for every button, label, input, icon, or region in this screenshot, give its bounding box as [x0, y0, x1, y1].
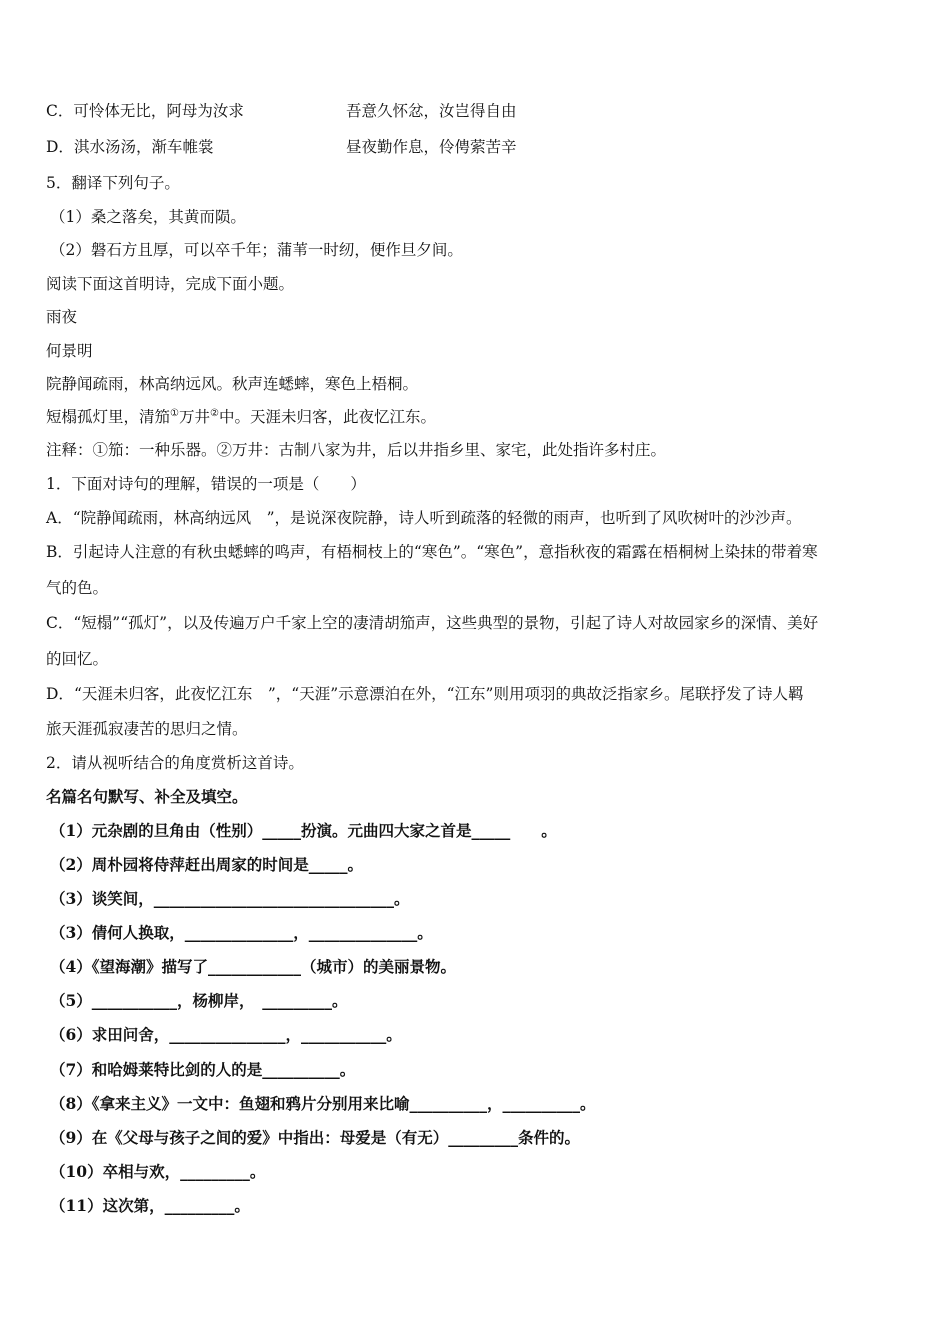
fill-item: （7）和哈姆莱特比剑的人的是__________。	[50, 1060, 356, 1079]
poem-author: 何景明	[46, 342, 93, 360]
fill-item: （4）《望海潮》描写了____________（城市）的美丽景物。	[50, 957, 457, 976]
fill-item: （5）___________，杨柳岸， _________。	[50, 991, 348, 1010]
q2-stem: 2．请从视听结合的角度赏析这首诗。	[46, 754, 304, 772]
poem-intro: 阅读下面这首明诗，完成下面小题。	[46, 275, 295, 293]
poem-line-2-part: 短榻孤灯里，清笳	[46, 408, 171, 426]
option-label: B．	[46, 543, 73, 561]
q1-option-d	[46, 684, 804, 704]
poem-title: 雨夜	[46, 308, 78, 326]
q1-option-a	[46, 508, 802, 528]
fill-item: （2）周朴园将侍萍赶出周家的时间是_____。	[50, 855, 364, 874]
fill-item: （3）谈笑间，_______________________________。	[50, 889, 410, 908]
note-mark-2: ②	[210, 407, 219, 419]
option-text-a: 淇水汤汤，渐车帷裳	[73, 138, 214, 156]
option-text: “天涯未归客，此夜忆江东 ”，“天涯”示意漂泊在外，“江东”则用项羽的典故泛指家乡。尾联抒发了诗人羁	[73, 685, 804, 703]
poem-line-2-part: 中。天涯未归客，此夜忆江东。	[218, 408, 436, 426]
option-text: “院静闻疏雨，林高纳远风 ”，是说深夜院静，诗人听到疏落的轻微的雨声，也听到了风吹树叶的沙沙声。	[72, 509, 802, 527]
poem-line-2	[46, 407, 436, 427]
fill-item: （10）卒相与欢，_________。	[50, 1162, 266, 1181]
poem-line-1: 院静闻疏雨，林高纳远风。秋声连蟋蟀，寒色上梧桐。	[46, 375, 419, 393]
note-mark-1: ①	[170, 407, 179, 419]
poem-note: 注释：①笳：一种乐器。②万井：古制八家为井，后以井指乡里、家宅，此处指许多村庄。	[46, 441, 667, 459]
poem-line-2-part: 万井	[178, 408, 210, 426]
q5-item-1: （1）桑之落矣，其黄而陨。	[50, 208, 246, 226]
fill-item: （3）倩何人换取，______________，______________。	[50, 923, 433, 942]
prev-option-c	[46, 101, 517, 121]
option-label: D．	[46, 685, 74, 703]
fill-item: （8）《拿来主义》一文中：鱼翅和鸦片分别用来比喻__________，__________。	[50, 1094, 596, 1113]
q1-option-d-cont: 旅天涯孤寂凄苦的思归之情。	[46, 720, 248, 738]
option-text: 引起诗人注意的有秋虫蟋蟀的鸣声，有梧桐枝上的“寒色”。“寒色”，意指秋夜的霜露在梧桐树上染抹的带着寒	[72, 543, 818, 561]
prev-option-d	[46, 137, 517, 157]
option-label: C．	[46, 102, 74, 120]
q1-option-b-cont: 气的色。	[46, 579, 109, 597]
fill-item: （1）元杂剧的旦角由（性别）_____扮演。元曲四大家之首是_____ 。	[50, 821, 557, 840]
option-text-b: 吾意久怀忿，汝岂得自由	[346, 102, 517, 120]
q1-option-c-cont: 的回忆。	[46, 650, 109, 668]
q5-item-2: （2）磐石方且厚，可以卒千年；蒲苇一时纫，便作旦夕间。	[50, 241, 463, 259]
option-text-a: 可怜体无比，阿母为汝求	[73, 102, 244, 120]
q1-option-c	[46, 613, 818, 633]
q5-title: 5．翻译下列句子。	[46, 174, 180, 192]
fill-item: （9）在《父母与孩子之间的爱》中指出：母爱是（有无）_________条件的。	[50, 1128, 581, 1147]
q1-option-b	[46, 542, 818, 562]
q1-stem: 1．下面对诗句的理解，错误的一项是（ ）	[46, 475, 366, 493]
option-label: D．	[46, 138, 74, 156]
option-text-b: 昼夜勤作息，伶俜萦苦辛	[346, 138, 517, 156]
option-label: A．	[46, 509, 73, 527]
fill-item: （6）求田问舍，_______________，___________。	[50, 1025, 402, 1044]
fill-item: （11）这次第，_________。	[50, 1196, 250, 1215]
option-text: “短榻”“孤灯”，以及传遍万户千家上空的凄清胡笳声，这些典型的景物，引起了诗人对故园家乡的深情、美好	[73, 614, 819, 632]
fill-section-title: 名篇名句默写、补全及填空。	[46, 787, 248, 806]
option-label: C．	[46, 614, 74, 632]
